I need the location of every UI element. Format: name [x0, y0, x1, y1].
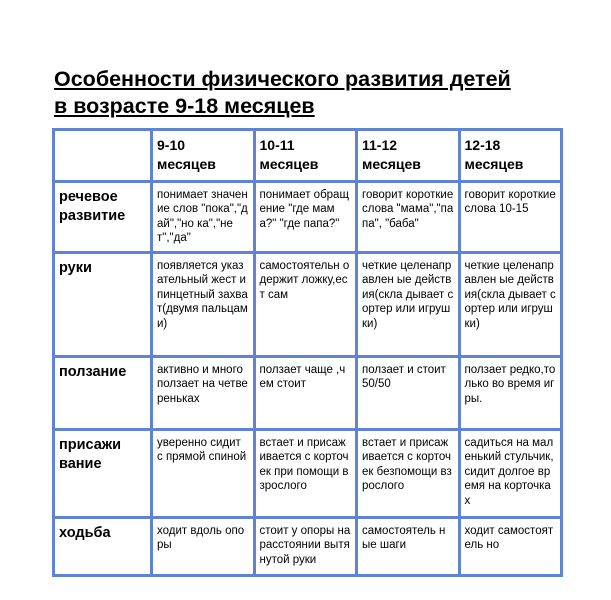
row-label-crawling: ползание [54, 357, 152, 430]
header-9-10-unit: месяцев [157, 156, 216, 172]
header-cell-10-11 [254, 130, 357, 182]
table-cell: появляется указательный жест и пинцетный захват(двумя пальцами) [152, 253, 255, 357]
header-cell-11-12 [357, 130, 460, 182]
table-cell: активно и много ползает на четвереньках [152, 357, 255, 430]
header-cell-empty [54, 130, 152, 182]
table-header-row [54, 130, 562, 182]
page-title [54, 66, 584, 120]
header-11-12-unit: месяцев [362, 156, 421, 172]
table-row-crawling [54, 357, 562, 430]
table-cell: понимает значение слов "пока","дай","но ка","нет","да" [152, 182, 255, 253]
row-label-hands: руки [54, 253, 152, 357]
table-row-speech [54, 182, 562, 253]
table-cell: встает и присаживается с корточек безпомощи взрослого [357, 430, 460, 518]
table-cell: ходит самостоятель но [459, 518, 562, 576]
table-row-squatting [54, 430, 562, 518]
row-label-text: речевое [59, 189, 118, 205]
table-cell: ходит вдоль опоры [152, 518, 255, 576]
table-cell: самостоятель ные шаги [357, 518, 460, 576]
table-row-walking [54, 518, 562, 576]
table-cell: понимает обращение "где мама?" "где папа?" [254, 182, 357, 253]
row-label-speech [54, 182, 152, 253]
table-cell: уверенно сидит с прямой спиной [152, 430, 255, 518]
table-cell: садиться на маленький стульчик,сидит долгое время на корточках [459, 430, 562, 518]
header-9-10-range: 9-10 [157, 137, 186, 153]
table-row-hands [54, 253, 562, 357]
table-cell: четкие целенаправлен ые действия(скла дывает сортер или игрушки) [357, 253, 460, 357]
header-12-18-unit: месяцев [464, 156, 524, 172]
row-label-text: развитие [59, 208, 126, 224]
table-cell: ползает и стоит 50/50 [357, 357, 460, 430]
header-11-12-range: 11-12 [362, 137, 398, 153]
header-12-18-range: 12-18 [464, 137, 501, 153]
header-cell-12-18 [459, 130, 562, 182]
table-cell: говорит короткие слова 10-15 [459, 182, 562, 253]
title-line-2: в возрасте 9-18 месяцев [54, 94, 315, 118]
table-cell: ползает чаще ,чем стоит [254, 357, 357, 430]
row-label-squatting [54, 430, 152, 518]
table-cell: стоит у опоры на расстоянии вытянутой руки [254, 518, 357, 576]
table-cell: говорит короткие слова "мама","папа", "баба" [357, 182, 460, 253]
header-10-11-unit: месяцев [259, 156, 319, 172]
table-cell: четкие целенаправлен ые действия(скла дывает сортер или игрушки) [459, 253, 562, 357]
development-table [52, 128, 563, 577]
header-cell-9-10 [152, 130, 255, 182]
row-label-text: вание [59, 456, 102, 472]
header-10-11-range: 10-11 [259, 137, 295, 153]
title-line-1: Особенности физического развития детей [54, 67, 511, 91]
table-cell: самостоятельн о держит ложку,ест сам [254, 253, 357, 357]
row-label-text: присажи [59, 437, 122, 453]
row-label-walking: ходьба [54, 518, 152, 576]
table-cell: встает и присаживается с корточек при помощи взрослого [254, 430, 357, 518]
table-cell: ползает редко,только во время игры. [459, 357, 562, 430]
